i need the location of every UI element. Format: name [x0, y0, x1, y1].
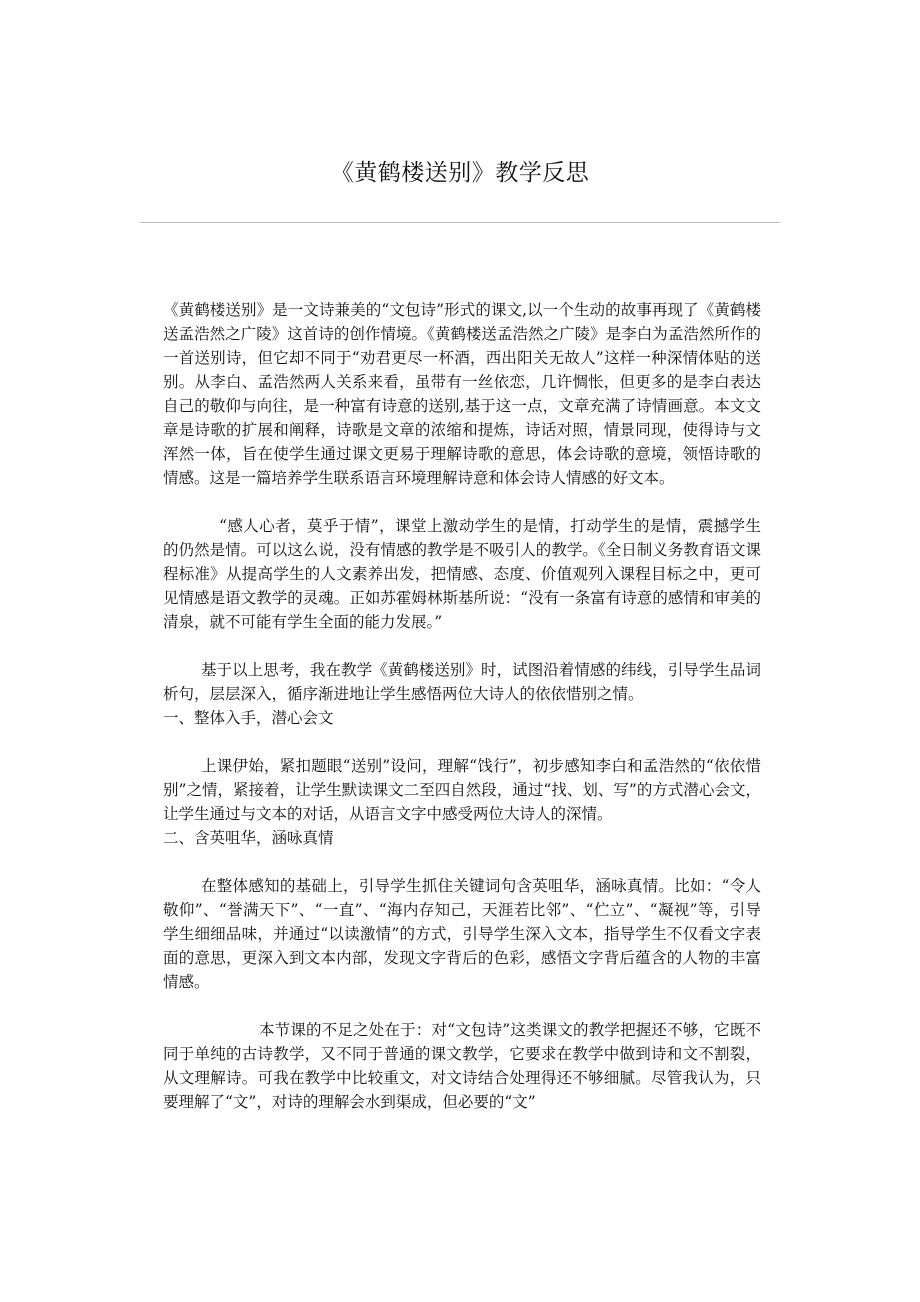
- paragraph-section-2: 在整体感知的基础上，引导学生抓住关键词句含英咀华，涵咏真情。比如：“令人敬仰”、“誉满天下”、“一直”、“海内存知己，天涯若比邻”、“伫立”、“凝视”等，引导学生细细品味，并通过“以读激情”的方式，引导学生深入文本，指导学生不仅看文字表面的意思，更深入到文本内部，发现文字背后的色彩，感悟文字背后蕴含的人物的丰富情感。: [163, 877, 761, 991]
- document-body: [163, 298, 761, 1114]
- paragraph-section-1: 上课伊始，紧扣题眼“送别”设问，理解“饯行”，初步感知李白和孟浩然的“依依惜别”之情，紧接着，让学生默读课文二至四自然段，通过“找、划、写”的方式潜心会文，让学生通过与文本的对话，从语言文字中感受两位大诗人的深情。: [163, 757, 761, 823]
- paragraph-shortcomings: 本节课的不足之处在于：对“文包诗”这类课文的教学把握还不够，它既不同于单纯的古诗教学，又不同于普通的课文教学，它要求在教学中做到诗和文不割裂，从文理解诗。可我在教学中比较重文，对文诗结合处理得还不够细腻。尽管我认为，只要理解了“文”，对诗的理解会水到渠成，但必要的“文”: [163, 1021, 761, 1111]
- paragraph-emotion: “感人心者，莫乎于情”，课堂上激动学生的是情，打动学生的是情，震撼学生的仍然是情。可以这么说，没有情感的教学是不吸引人的教学。《全日制义务教育语文课程标准》从提高学生的人文素养出发，把情感、态度、价值观列入课程目标之中，更可见情感是语文教学的灵魂。正如苏霍姆林斯基所说：“没有一条富有诗意的感情和审美的清泉，就不可能有学生全面的能力发展。”: [163, 517, 761, 631]
- section-heading-2: 二、含英咀华，涵咏真情: [163, 829, 334, 847]
- paragraph-intro: 《黄鹤楼送别》是一文诗兼美的“文包诗”形式的课文,以一个生动的故事再现了《黄鹤楼送孟浩然之广陵》这首诗的创作情境。《黄鹤楼送孟浩然之广陵》是李白为孟浩然所作的一首送别诗，但它却不同于“劝君更尽一杯酒，西出阳关无故人”这样一种深情体贴的送别。从李白、孟浩然两人关系来看，虽带有一丝依恋，几许惆怅，但更多的是李白表达自己的敬仰与向往，是一种富有诗意的送别,基于这一点，文章充满了诗情画意。本文文章是诗歌的扩展和阐释，诗歌是文章的浓缩和提炼，诗话对照，情景同现，使得诗与文浑然一体，旨在使学生通过课文更易于理解诗歌的意思，体会诗歌的意境，领悟诗歌的情感。这是一篇培养学生联系语言环境理解诗意和体会诗人情感的好文本。: [163, 301, 761, 487]
- paragraph-approach: 基于以上思考，我在教学《黄鹤楼送别》时，试图沿着情感的纬线，引导学生品词析句，层层深入，循序渐进地让学生感悟两位大诗人的依依惜别之情。: [163, 661, 761, 703]
- section-heading-1: 一、整体入手，潜心会文: [163, 709, 334, 727]
- title-divider: [140, 222, 780, 223]
- document-title: 《黄鹤楼送别》教学反思: [330, 160, 590, 186]
